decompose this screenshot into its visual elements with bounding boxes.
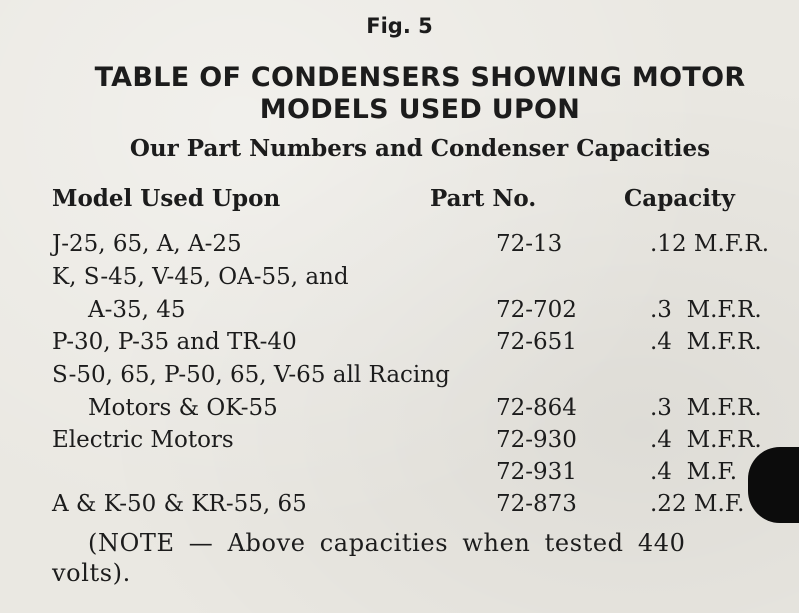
table-row-capacity: .4 M.F.R. [650, 329, 762, 355]
note-line-1: (NOTE — Above capacities when tested 440 [88, 529, 686, 557]
table-row-capacity: .3 M.F.R. [650, 395, 762, 421]
table-row-model: A & K-50 & KR-55, 65 [52, 491, 307, 517]
column-header-part: Part No. [430, 185, 537, 212]
table-row-model: K, S-45, V-45, OA-55, and [52, 264, 349, 290]
column-header-model: Model Used Upon [52, 185, 281, 212]
table-row-capacity: .4 M.F.R. [650, 427, 762, 453]
table-row-model: A-35, 45 [88, 297, 186, 323]
table-row-model: P-30, P-35 and TR-40 [52, 329, 297, 355]
table-row-part: 72-702 [496, 297, 577, 323]
table-row-capacity: .22 M.F. [650, 491, 745, 517]
table-row-model: J-25, 65, A, A-25 [52, 231, 242, 257]
table-row-part: 72-13 [496, 231, 563, 257]
table-row-model: Motors & OK-55 [88, 395, 278, 421]
table-row-model: S-50, 65, P-50, 65, V-65 all Racing [52, 362, 450, 388]
ink-blot [748, 447, 799, 523]
table-row-capacity: .12 M.F.R. [650, 231, 770, 257]
table-subtitle: Our Part Numbers and Condenser Capacities [129, 135, 711, 162]
table-row-model: Electric Motors [52, 427, 234, 453]
table-title: TABLE OF CONDENSERS SHOWING MOTOR MODELS USED UPON [94, 62, 746, 125]
table-row-part: 72-651 [496, 329, 577, 355]
column-header-capacity: Capacity [624, 185, 735, 212]
figure-label: Fig. 5 [366, 14, 433, 38]
table-row-capacity: .3 M.F.R. [650, 297, 762, 323]
note-line-2: volts). [52, 559, 131, 587]
table-row-part: 72-931 [496, 459, 577, 485]
table-row-part: 72-873 [496, 491, 577, 517]
table-note [52, 528, 787, 588]
table-row-capacity: .4 M.F. [650, 459, 738, 485]
table-row-part: 72-864 [496, 395, 577, 421]
table-row-part: 72-930 [496, 427, 577, 453]
